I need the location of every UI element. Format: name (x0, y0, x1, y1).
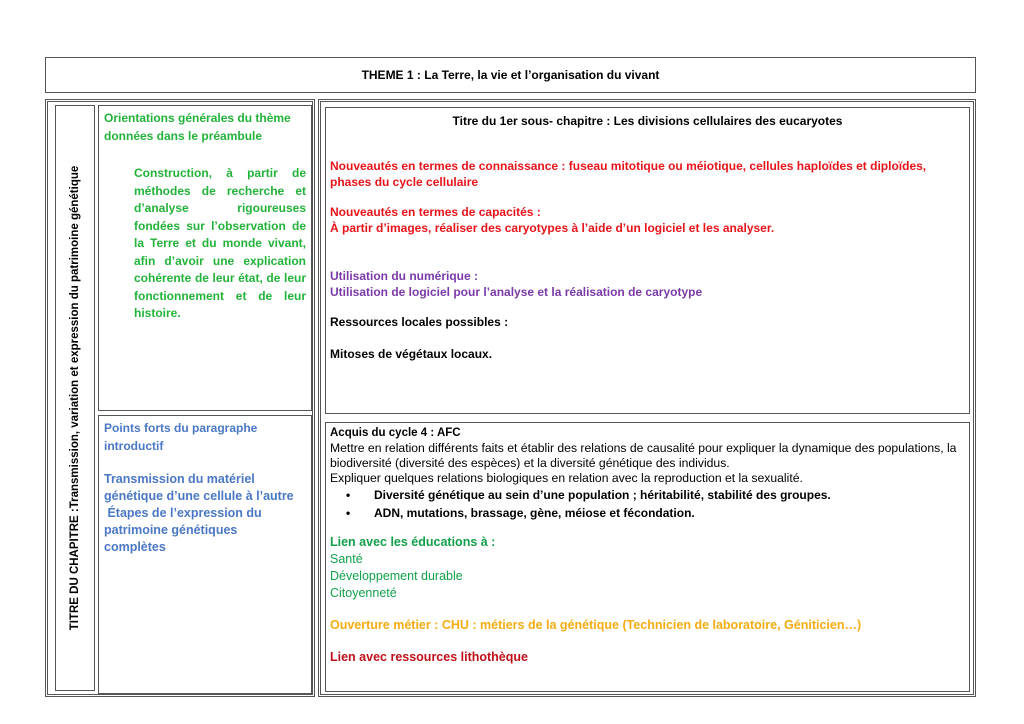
education-label: Lien avec les éducations à : (330, 535, 496, 549)
education-item-citoyennete: Citoyenneté (330, 586, 397, 600)
points-forts-line: Étapes de l’expression du (104, 506, 262, 520)
points-forts-heading (104, 420, 306, 455)
orientations-cell (98, 105, 312, 411)
acquis-text-1: Mettre en relation différents faits et établir des relations de causalité pour expliquer la dynamique des populations, la biodiversité (diversité des espèces) et la diversité génétique des individus. (330, 441, 957, 470)
points-forts-line: complètes (104, 540, 166, 554)
ressources-text: Mitoses de végétaux locaux. (330, 347, 493, 361)
points-forts-heading-line2: introductif (104, 438, 164, 453)
chapter-title: TITRE DU CHAPITRE :Transmission, variation et expression du patrimoine génétique (69, 165, 81, 631)
sous-chapitre-title: Titre du 1er sous- chapitre : Les divisions cellulaires des eucaryotes (452, 114, 843, 128)
ressources-label: Ressources locales possibles : (330, 315, 509, 329)
theme-title: THEME 1 : La Terre, la vie et l’organisation du vivant (361, 68, 660, 82)
orientations-body: Construction, à partir de méthodes de recherche et d’analyse rigoureuses fondées sur l’observation de la Terre et du monde vivant, afin d’avoir une explication cohérente de leur état, de leur fonctionnement et de leur histoire. (134, 166, 306, 320)
points-forts-line: Transmission du matériel (104, 472, 255, 486)
acquis-cell (325, 422, 970, 692)
chapter-title-cell (55, 105, 95, 691)
orientations-heading-line2: données dans le préambule (104, 128, 263, 143)
numerique-label: Utilisation du numérique : (330, 269, 479, 283)
acquis-bullet: • ADN, mutations, brassage, gène, méiose et fécondation. (330, 504, 965, 522)
numerique-text: Utilisation de logiciel pour l’analyse et la réalisation de caryotype (330, 285, 703, 299)
education-item-sante: Santé (330, 552, 363, 566)
acquis-bullet-list (330, 486, 965, 522)
nouveautes-capacites-label: Nouveautés en termes de capacités : (330, 205, 541, 219)
acquis-bullet: • Diversité génétique au sein d’une population ; héritabilité, stabilité des groupes. (330, 486, 965, 504)
points-forts-heading-line1: Points forts du paragraphe (104, 421, 258, 435)
nouveautes-capacites-text: À partir d’images, réaliser des caryotypes à l’aide d’un logiciel et les analyser. (330, 221, 775, 235)
ouverture-metier: Ouverture métier : CHU : métiers de la génétique (Technicien de laboratoire, Géniticien…) (330, 618, 862, 632)
lien-lithotheque: Lien avec ressources lithothèque (330, 650, 528, 664)
points-forts-cell (98, 415, 312, 694)
acquis-title: Acquis du cycle 4 : AFC (330, 427, 461, 439)
nouveautes-connaissance: Nouveautés en termes de connaissance : fuseau mitotique ou méiotique, cellules haploïdes et diploïdes, phases du cycle cellulaire (330, 159, 927, 189)
education-item-developpement: Développement durable (330, 569, 463, 583)
orientations-heading-line1: Orientations générales du thème (104, 111, 291, 125)
points-forts-body (104, 471, 306, 556)
theme-header (45, 57, 976, 93)
acquis-text-2: Expliquer quelques relations biologiques en relation avec la reproduction et la sexualité. (330, 471, 803, 485)
orientations-heading (104, 110, 306, 145)
points-forts-line: patrimoine génétiques (104, 523, 238, 537)
sous-chapitre-cell (325, 107, 970, 414)
points-forts-line: génétique d’une cellule à l’autre (104, 489, 294, 503)
